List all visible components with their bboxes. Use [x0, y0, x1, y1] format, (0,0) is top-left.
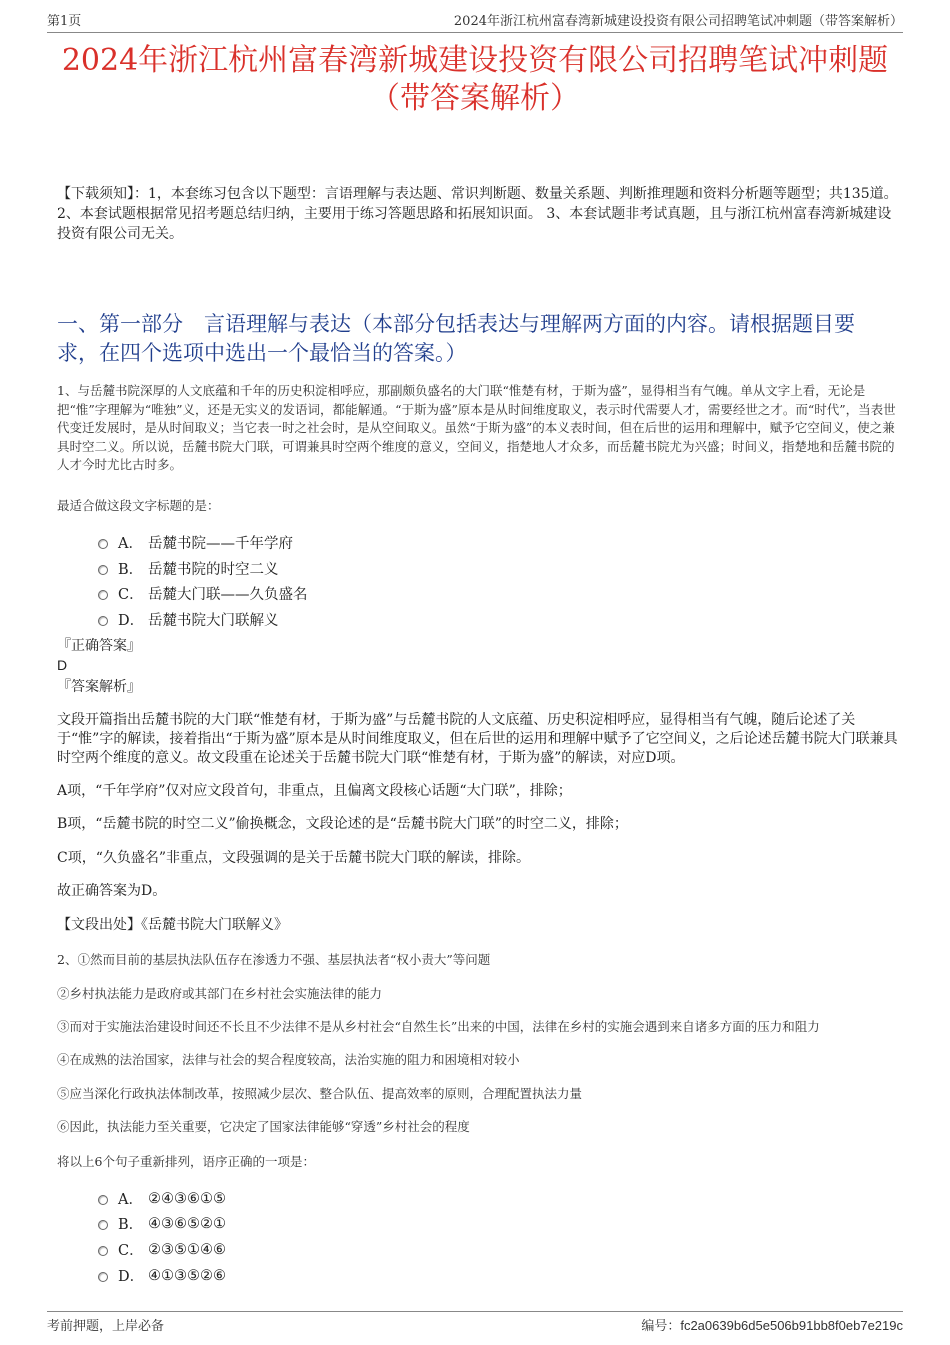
- option-letter: C．: [118, 587, 144, 603]
- q1-option-a[interactable]: [98, 532, 293, 553]
- q2-sentence-5: ⑤应当深化行政执法体制改革，按照减少层次、整合队伍、提高效率的原则，合理配置执法力量: [57, 1086, 583, 1101]
- q1-option-d[interactable]: [98, 609, 279, 630]
- option-letter: D．: [118, 1269, 145, 1285]
- q1-analysis-label: 『答案解析』: [57, 679, 141, 695]
- q1-source: 【文段出处】《岳麓书院大门联解义》: [57, 917, 288, 933]
- radio-icon[interactable]: [98, 616, 108, 626]
- option-letter: D．: [118, 613, 145, 629]
- q1-option-b[interactable]: [98, 558, 279, 579]
- radio-icon[interactable]: [98, 1195, 108, 1205]
- q1-note-b: B项，“岳麓书院的时空二义”偷换概念，文段论述的是“岳麓书院大门联”的时空二义，排除；: [57, 816, 628, 832]
- option-letter: A．: [118, 536, 143, 552]
- page-header: [47, 10, 903, 33]
- option-letter: A．: [118, 1192, 143, 1208]
- q2-prompt: 将以上6个句子重新排列，语序正确的一项是：: [57, 1154, 315, 1169]
- q2-option-a[interactable]: [98, 1188, 226, 1209]
- radio-icon[interactable]: [98, 565, 108, 575]
- q2-sentence-2: ②乡村执法能力是政府或其部门在乡村社会实施法律的能力: [57, 986, 383, 1001]
- q2-sentence-3: ③而对于实施法治建设时间还不长且不少法律不是从乡村社会“自然生长”出来的中国，法律在乡村的实施会遇到来自诸多方面的压力和阻力: [57, 1019, 820, 1034]
- option-text: 岳麓书院的时空二义: [148, 562, 279, 578]
- option-text: ②④③⑥①⑤: [148, 1190, 226, 1207]
- option-text: ②③⑤①④⑥: [148, 1241, 226, 1258]
- q1-note-a: A项，“千年学府”仅对应文段首句，非重点，且偏离文段核心话题“大门联”，排除；: [57, 783, 572, 799]
- footer-slogan: 考前押题，上岸必备: [47, 1318, 165, 1334]
- q2-option-d[interactable]: [98, 1265, 226, 1286]
- q1-answer-label: 『正确答案』: [57, 638, 141, 654]
- radio-icon[interactable]: [98, 590, 108, 600]
- option-text: ④③⑥⑤②①: [148, 1215, 226, 1232]
- q1-analysis: 文段开篇指出岳麓书院的大门联“惟楚有材，于斯为盛”与岳麓书院的人文底蕴、历史积淀相呼应，显得相当有气魄，随后论述了关于“惟”字的解读，接着指出“于斯为盛”原本是从时间维度取义，但在后世的运用和理解中赋予了它空间义，之后论述岳麓书院大门联兼具时空两个维度的意义。故文段重在论述关于岳麓书院大门联“惟楚有材，于斯为盛”的解读，对应D项。: [57, 712, 898, 766]
- q1-conclusion: 故正确答案为D。: [57, 883, 167, 899]
- document-code-label: 编号：: [641, 1318, 681, 1334]
- radio-icon[interactable]: [98, 539, 108, 549]
- option-letter: B．: [118, 1217, 144, 1233]
- document-title-line1: 2024年浙江杭州富春湾新城建设投资有限公司招聘笔试冲刺题: [61, 43, 889, 78]
- download-notice: 【下载须知】：1，本套练习包含以下题型：言语理解与表达题、常识判断题、数量关系题、判断推理题和资料分析题等题型；共135道。 2、本套试题根据常见招考题总结归纳，主要用于练习答题思路和拓展知识面。 3、本套试题非考试真题，且与浙江杭州富春湾新城建设投资有限公司无关。: [57, 186, 898, 242]
- document-title-line2: （带答案解析）: [370, 81, 580, 116]
- option-letter: C．: [118, 1243, 144, 1259]
- radio-icon[interactable]: [98, 1246, 108, 1256]
- q1-note-c: C项，“久负盛名”非重点，文段强调的是关于岳麓书院大门联的解读，排除。: [57, 850, 531, 866]
- header-doc-title: 2024年浙江杭州富春湾新城建设投资有限公司招聘笔试冲刺题（带答案解析）: [453, 14, 903, 29]
- document-code-value: fc2a0639b6d5e506b91bb8f0eb7e219c: [680, 1317, 903, 1333]
- section-title: 一、第一部分 言语理解与表达（本部分包括表达与理解两方面的内容。请根据题目要求，在四个选项中选出一个最恰当的答案。）: [57, 312, 855, 365]
- q2-sentence-6: ⑥因此，执法能力至关重要，它决定了国家法律能够“穿透”乡村社会的程度: [57, 1119, 470, 1134]
- q1-prompt: 最适合做这段文字标题的是：: [57, 498, 220, 513]
- q1-answer: D: [57, 657, 68, 673]
- option-text: ④①③⑤②⑥: [148, 1267, 226, 1284]
- q2-sentence-1: 2、①然而目前的基层执法队伍存在渗透力不强、基层执法者“权小责大”等问题: [57, 952, 491, 967]
- page-footer: [47, 1311, 903, 1336]
- document-code: [641, 1315, 903, 1334]
- q1-passage: 1、与岳麓书院深厚的人文底蕴和千年的历史积淀相呼应，那副颇负盛名的大门联“惟楚有材，于斯为盛”，显得相当有气魄。单从文字上看，无论是把“惟”字理解为“唯独”义，还是无实义的发语词，都能解通。“于斯为盛”原本是从时间维度取义，表示时代需要人才，需要经世之才。而“时代”，当表世代变迁发展时，是从时间取义；当它表一时之社会时，是从空间取义。虽然“于斯为盛”的本义表时间，但在后世的运用和理解中，赋予它空间义，使之兼具时空二义。所以说，岳麓书院大门联，可谓兼具时空两个维度的意义，空间义，指楚地人才众多，而岳麓书院尤为兴盛；时间义，指楚地和岳麓书院的人才今时尤比古时多。: [57, 383, 896, 472]
- document-title: [40, 42, 910, 118]
- option-text: 岳麓书院大门联解义: [148, 613, 279, 629]
- q1-option-c[interactable]: [98, 583, 308, 604]
- radio-icon[interactable]: [98, 1272, 108, 1282]
- q2-option-c[interactable]: [98, 1239, 226, 1260]
- q2-sentence-4: ④在成熟的法治国家，法律与社会的契合程度较高，法治实施的阻力和困境相对较小: [57, 1052, 520, 1067]
- option-text: 岳麓大门联——久负盛名: [148, 587, 308, 603]
- q2-option-b[interactable]: [98, 1213, 226, 1234]
- radio-icon[interactable]: [98, 1220, 108, 1230]
- option-letter: B．: [118, 562, 144, 578]
- option-text: 岳麓书院——千年学府: [148, 536, 293, 552]
- page-number: 第1页: [47, 14, 82, 29]
